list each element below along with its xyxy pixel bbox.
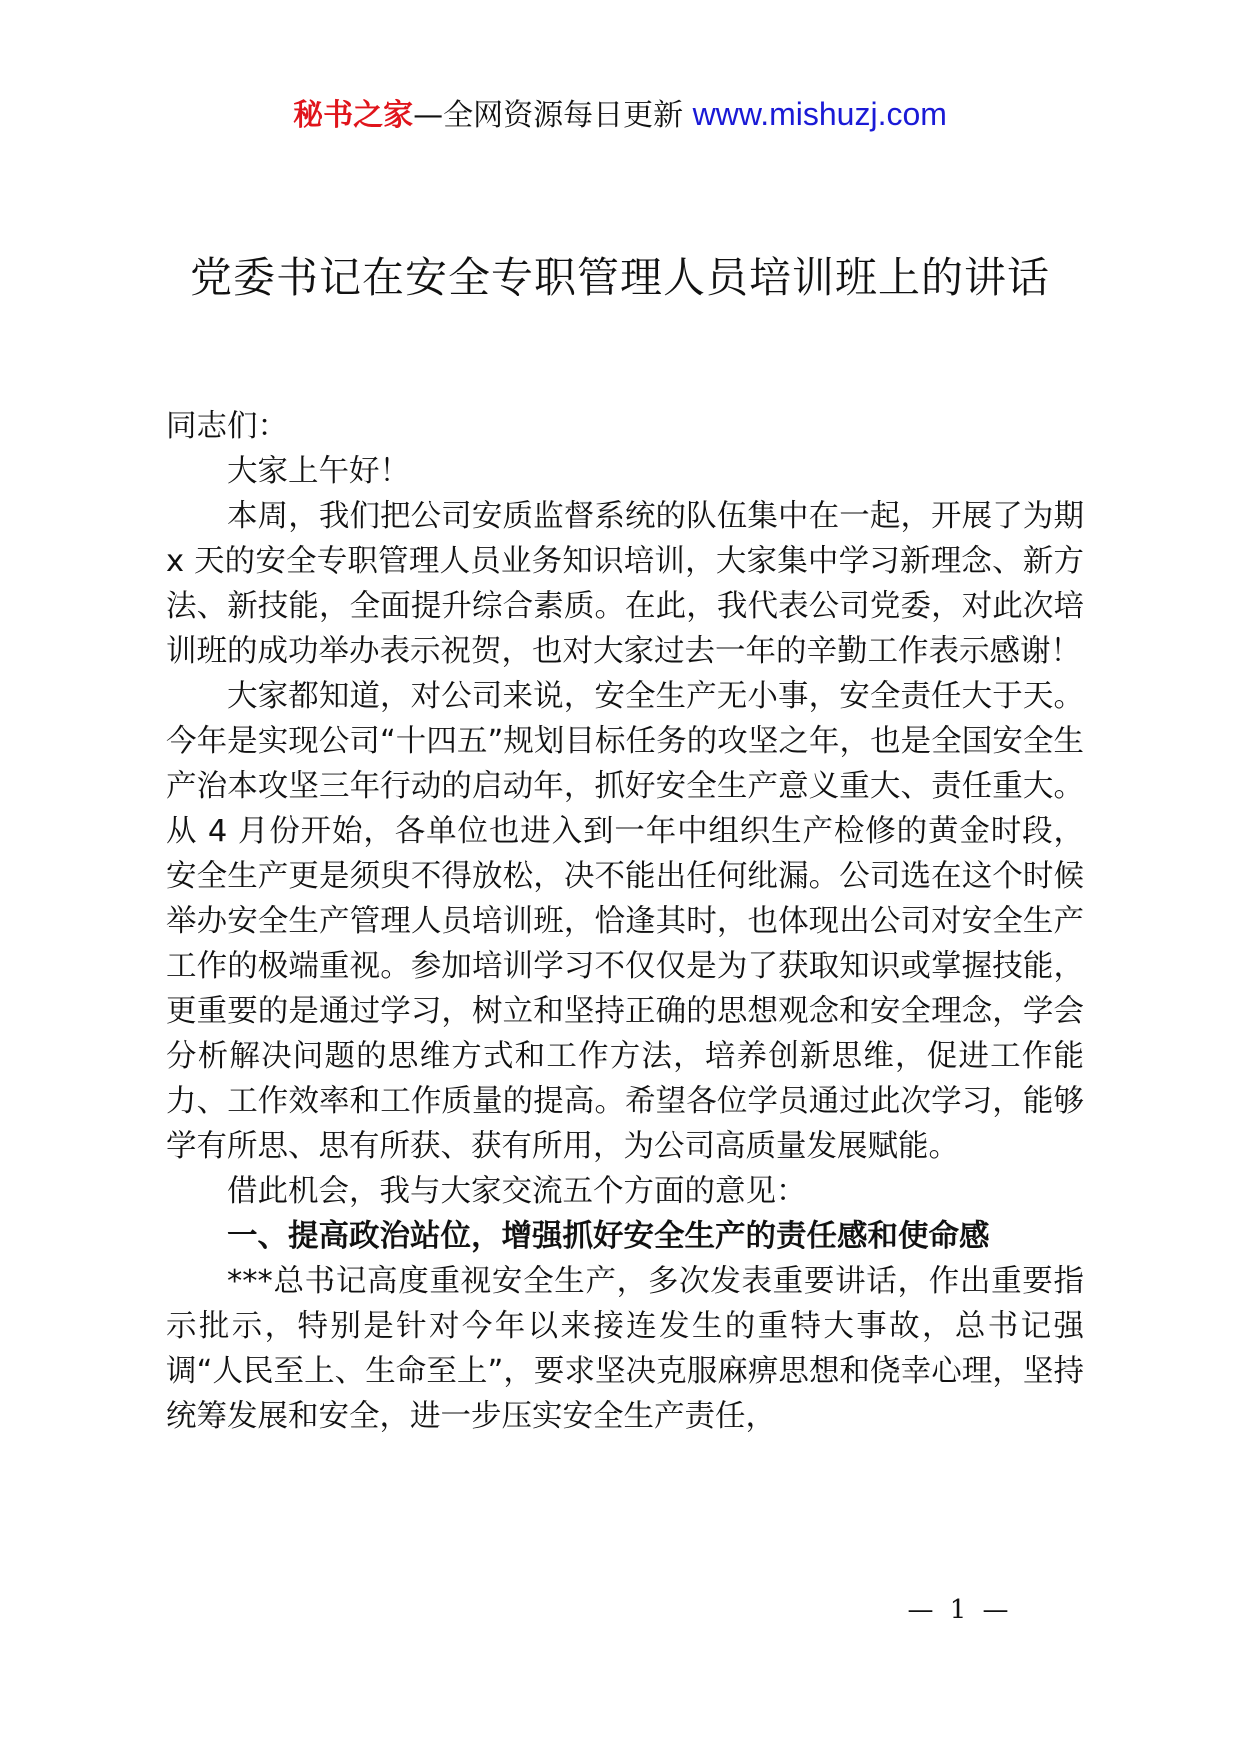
page-number: — 1 — [907, 1595, 1013, 1625]
document-body [166, 404, 1084, 1439]
paragraph-greeting: 大家上午好！ [227, 454, 410, 489]
site-brand: 秘书之家 [293, 98, 414, 133]
paragraph-intro: 本周，我们把公司安质监督系统的队伍集中在一起，开展了为期 x 天的安全专职管理人员业务知识培训，大家集中学习新理念、新方法、新技能，全面提升综合素质。在此，我代表公司党委，对此次培训班的成功举办表示祝贺，也对大家过去一年的辛勤工作表示感谢！ [166, 499, 1084, 669]
document-title: 党委书记在安全专职管理人员培训班上的讲话 [189, 253, 1050, 302]
site-header [0, 96, 1240, 134]
paragraph-section-1: ***总书记高度重视安全生产，多次发表重要讲话，作出重要指示批示，特别是针对今年以来接连发生的重特大事故，总书记强调“人民至上、生命至上”，要求坚决克服麻痹思想和侥幸心理，坚持统筹发展和安全，进一步压实安全生产责任， [166, 1264, 1084, 1434]
site-tagline: —全网资源每日更新 [413, 98, 684, 133]
paragraph-transition: 借此机会，我与大家交流五个方面的意见： [227, 1174, 807, 1209]
section-heading-1: 一、提高政治站位，增强抓好安全生产的责任感和使命感 [227, 1219, 990, 1254]
salutation: 同志们： [166, 409, 288, 444]
site-url-link[interactable]: www.mishuzj.com [692, 96, 947, 132]
paragraph-context: 大家都知道，对公司来说，安全生产无小事，安全责任大于天。今年是实现公司“十四五”规划目标任务的攻坚之年，也是全国安全生产治本攻坚三年行动的启动年，抓好安全生产意义重大、责任重大。从 4 月份开始，各单位也进入到一年中组织生产检修的黄金时段，安全生产更是须臾不得放松，决不能出任何纰漏。公司选在这个时候举办安全生产管理人员培训班，恰逢其时，也体现出公司对安全生产工作的极端重视。参加培训学习不仅仅是为了获取知识或掌握技能，更重要的是通过学习，树立和坚持正确的思想观念和安全理念，学会分析解决问题的思维方式和工作方法，培养创新思维，促进工作能力、工作效率和工作质量的提高。希望各位学员通过此次学习，能够学有所思、思有所获、获有所用，为公司高质量发展赋能。 [166, 679, 1084, 1164]
